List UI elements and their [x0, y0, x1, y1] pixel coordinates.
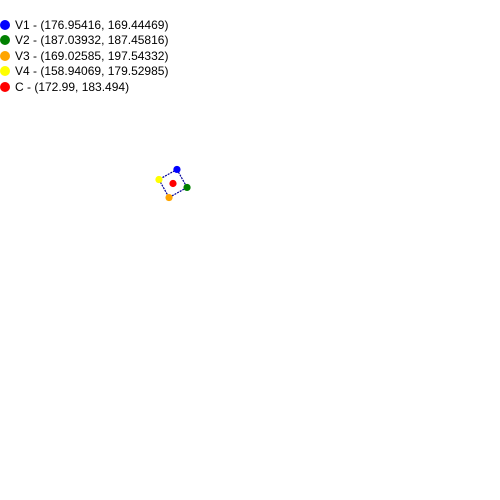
legend-label-v2: V2 - (187.03932, 187.45816) — [15, 33, 169, 48]
legend-label-center: C - (172.99, 183.494) — [15, 79, 130, 94]
legend-label-v1: V1 - (176.95416, 169.44469) — [15, 17, 169, 32]
vertex-v2-point — [183, 184, 190, 191]
legend-label-v4: V4 - (158.94069, 179.52985) — [15, 64, 169, 79]
vertex-v1-point — [173, 166, 180, 173]
center-point — [169, 180, 176, 187]
vertex-v4-point — [155, 176, 162, 183]
legend-label-v3: V3 - (169.02585, 197.54332) — [15, 48, 169, 63]
vertex-v3-point — [165, 194, 172, 201]
